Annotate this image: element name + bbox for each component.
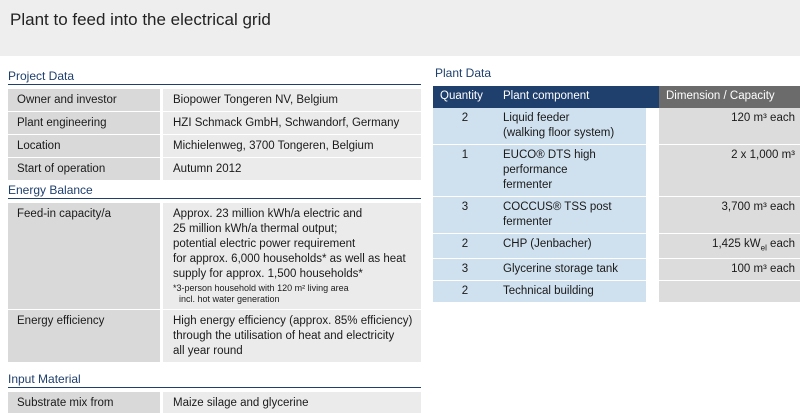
- table-row: [433, 145, 800, 197]
- quantity-cell: 3: [433, 259, 496, 281]
- quantity-cell: 2: [433, 108, 496, 145]
- row-value: HZI Schmack GmbH, Schwandorf, Germany: [163, 112, 421, 135]
- input-material-heading: Input Material: [8, 371, 421, 388]
- component-cell: EUCO® DTS high performance fermenter: [496, 145, 646, 197]
- footnote: incl. hot water generation: [179, 294, 280, 304]
- plant-data-heading: Plant Data: [435, 66, 492, 80]
- energy-balance-heading: Energy Balance: [8, 182, 421, 199]
- dimension-cell: [659, 281, 800, 303]
- column-header-quantity: Quantity: [433, 86, 496, 108]
- quantity-cell: 2: [433, 234, 496, 259]
- row-label: Owner and investor: [8, 89, 160, 112]
- project-data-table: [8, 89, 421, 181]
- row-label: Feed-in capacity/a: [8, 203, 160, 309]
- component-cell: Glycerine storage tank: [496, 259, 646, 281]
- table-row: [433, 234, 800, 259]
- row-value: Approx. 23 million kWh/a electric and 25 million kWh/a thermal output; potential electric power requirement for approx. 6,000 households* as well as heat supply for approx. 1,500 households* *3-person household with 120 m² living area incl. hot water generation: [163, 203, 421, 309]
- table-row: [433, 108, 800, 145]
- component-cell: Liquid feeder (walking floor system): [496, 108, 646, 145]
- energy-balance-table: [8, 203, 421, 363]
- component-cell: CHP (Jenbacher): [496, 234, 646, 259]
- plant-data-table: [433, 86, 800, 303]
- table-row: [8, 309, 421, 362]
- quantity-cell: 3: [433, 197, 496, 234]
- title-bar: [0, 0, 800, 56]
- table-row: [8, 135, 421, 158]
- footnote: *3-person household with 120 m² living area: [173, 283, 349, 293]
- quantity-cell: 2: [433, 281, 496, 303]
- component-cell: COCCUS® TSS post fermenter: [496, 197, 646, 234]
- table-row: [8, 112, 421, 135]
- input-material-table: [8, 392, 421, 413]
- table-row: [8, 89, 421, 112]
- row-value: Autumn 2012: [163, 158, 421, 181]
- row-label: Energy efficiency: [8, 309, 160, 362]
- table-row: [8, 203, 421, 309]
- row-value: Maize silage and glycerine: [163, 392, 421, 413]
- column-header-dimension: Dimension / Capacity: [659, 86, 800, 108]
- quantity-cell: 1: [433, 145, 496, 197]
- row-value: High energy efficiency (approx. 85% efficiency) through the utilisation of heat and electricity all year round: [163, 309, 421, 362]
- dimension-cell: 120 m³ each: [659, 108, 800, 145]
- dimension-cell: 1,425 $kW_{el}$ each: [659, 234, 800, 259]
- project-data-heading: Project Data: [8, 68, 421, 85]
- dimension-cell: 100 m³ each: [659, 259, 800, 281]
- table-row: [433, 281, 800, 303]
- column-header-component: Plant component: [496, 86, 646, 108]
- row-value: Michielenweg, 3700 Tongeren, Belgium: [163, 135, 421, 158]
- row-label: Start of operation: [8, 158, 160, 181]
- table-row: [8, 158, 421, 181]
- page-title: Plant to feed into the electrical grid: [10, 10, 271, 29]
- table-header-row: [433, 86, 800, 108]
- row-label: Substrate mix from: [8, 392, 160, 413]
- dimension-cell: 3,700 m³ each: [659, 197, 800, 234]
- table-row: [8, 392, 421, 413]
- dimension-cell: 2 x 1,000 m³: [659, 145, 800, 197]
- row-label: Location: [8, 135, 160, 158]
- row-label: Plant engineering: [8, 112, 160, 135]
- table-row: [433, 197, 800, 234]
- component-cell: Technical building: [496, 281, 646, 303]
- row-value: Biopower Tongeren NV, Belgium: [163, 89, 421, 112]
- table-row: [433, 259, 800, 281]
